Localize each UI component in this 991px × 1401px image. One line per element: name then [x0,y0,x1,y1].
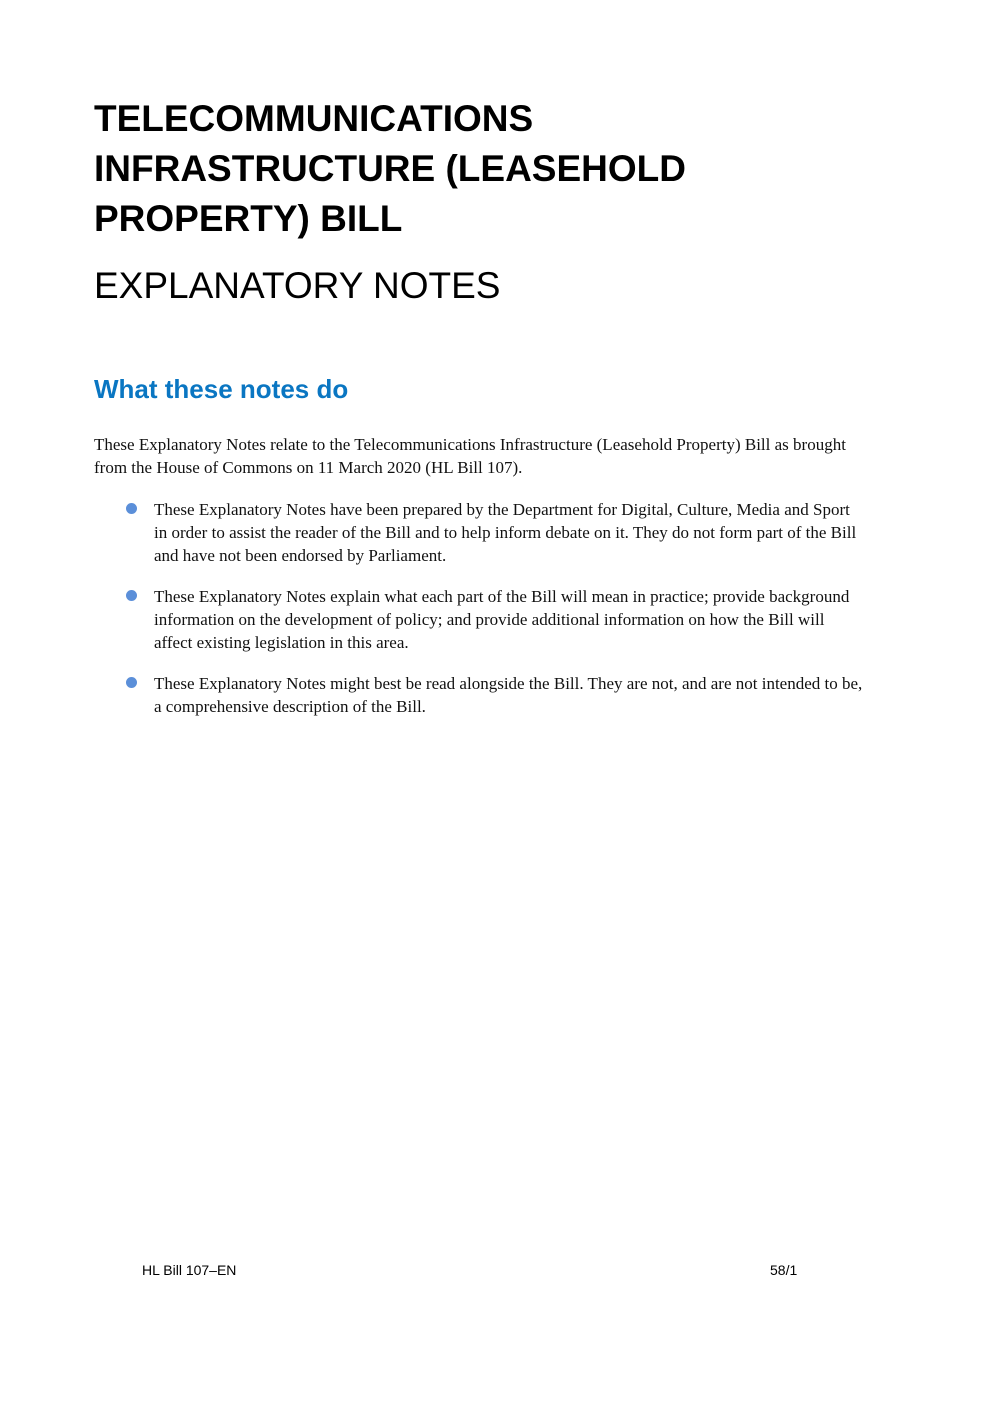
title-line: PROPERTY) BILL [94,198,403,239]
title-line: INFRASTRUCTURE (LEASEHOLD [94,148,686,189]
list-item-text: These Explanatory Notes explain what each part of the Bill will mean in practice; provide background information on the development of policy; and provide additional information on how the Bill will affect existing legislation in this area. [154,587,850,652]
intro-paragraph: These Explanatory Notes relate to the Telecommunications Infrastructure (Leasehold Property) Bill as brought from the House of Commons on 11 March 2020 (HL Bill 107). [94,435,846,477]
footer-bill-reference: HL Bill 107–EN [142,1262,237,1278]
bullet-icon [126,590,137,601]
title-line: TELECOMMUNICATIONS [94,98,534,139]
section-heading: What these notes do [94,374,349,404]
list-item [124,498,864,567]
list-item-text: These Explanatory Notes might best be read alongside the Bill. They are not, and are not intended to be, a comprehensive description of the Bill. [154,674,863,716]
list-item [124,585,864,654]
document-subtitle: EXPLANATORY NOTES [94,265,501,306]
document-title [94,94,794,244]
bullet-icon [126,677,137,688]
list-item-text: These Explanatory Notes have been prepared by the Department for Digital, Culture, Media and Sport in order to assist the reader of the Bill and to help inform debate on it. They do not form part of the Bill and have not been endorsed by Parliament. [154,500,857,565]
footer-page-number: 58/1 [770,1262,798,1278]
bullet-icon [126,503,137,514]
list-item [124,672,864,718]
bullet-list [124,498,864,736]
